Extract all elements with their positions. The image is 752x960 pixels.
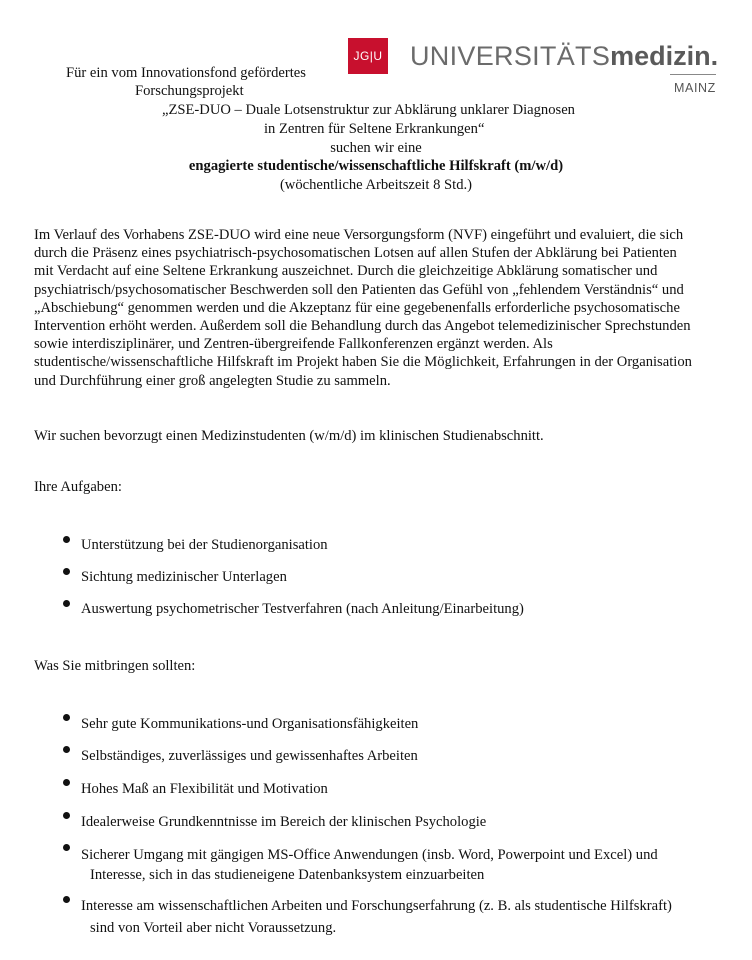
bullet-icon (63, 896, 70, 903)
bullet-icon (63, 812, 70, 819)
bullet-icon (63, 600, 70, 607)
bullet-icon (63, 844, 70, 851)
header-line-2: Forschungsprojekt (135, 83, 244, 99)
preference-text: Wir suchen bevorzugt einen Medizinstudenten (w/m/d) im klinischen Studienabschnitt. (34, 428, 544, 444)
requirements-heading: Was Sie mitbringen sollten: (34, 658, 196, 674)
header-line-1: Für ein vom Innovationsfond gefördertes (66, 65, 306, 81)
requirement-item-continuation: sind von Vorteil aber nicht Voraussetzung. (90, 920, 337, 936)
bullet-icon (63, 779, 70, 786)
jgu-badge: JG|U (348, 38, 388, 74)
project-title-line-1: „ZSE-DUO – Duale Lotsenstruktur zur Abklärung unklarer Diagnosen (162, 102, 575, 118)
requirement-item: Idealerweise Grundkenntnisse im Bereich der klinischen Psychologie (81, 814, 487, 830)
task-item: Auswertung psychometrischer Testverfahren (nach Anleitung/Einarbeitung) (81, 601, 524, 617)
header-line-5: suchen wir eine (330, 140, 422, 156)
requirement-item: Selbständiges, zuverlässiges und gewissenhaftes Arbeiten (81, 748, 418, 764)
requirement-item: Hohes Maß an Flexibilität und Motivation (81, 781, 328, 797)
logo-divider (670, 74, 716, 75)
intro-line: mit Verdacht auf eine Seltene Erkrankung auszeichnet. Durch die gleichzeitige Abklärung somatischer und (34, 263, 658, 280)
intro-line: durch die Präsenz eines psychiatrisch-psychosomatischen Lotsen auf allen Stufen der Abklärung bei Patienten (34, 245, 677, 262)
intro-line: sowie interdisziplinärer, und Zentren-übergreifende Fallkonferenzen ergänzt werden. Als (34, 336, 553, 353)
requirement-item: Sicherer Umgang mit gängigen MS-Office Anwendungen (insb. Word, Powerpoint und Excel) und (81, 847, 658, 863)
requirement-item-continuation: Interesse, sich in das studieneigene Datenbanksystem einzuarbeiten (90, 867, 485, 883)
position-title: engagierte studentische/wissenschaftliche Hilfskraft (m/w/d) (188, 158, 564, 174)
project-title-line-2: in Zentren für Seltene Erkrankungen“ (264, 121, 485, 137)
working-hours: (wöchentliche Arbeitszeit 8 Std.) (279, 177, 473, 193)
university-logo (348, 36, 720, 96)
bullet-icon (63, 714, 70, 721)
logo-name-bold: medizin. (610, 41, 719, 71)
bullet-icon (63, 746, 70, 753)
intro-paragraph (34, 226, 734, 390)
logo-name-light: UNIVERSITÄTS (410, 41, 611, 71)
intro-line: „Abschiebung“ genommen werden und die Akzeptanz für eine gegebenenfalls erforderliche psychosomatische (34, 299, 680, 316)
intro-line: psychiatrisch/psychosomatischer Beschwerden soll den Patienten das Gefühl von „fehlendem Verständnis“ und (34, 281, 684, 298)
task-item: Sichtung medizinischer Unterlagen (81, 569, 287, 585)
intro-line: Intervention erhöht werden. Außerdem soll die Behandlung durch das Angebot telemedizinischer Sprechstunden (34, 318, 691, 335)
logo-city: MAINZ (674, 81, 716, 95)
tasks-heading: Ihre Aufgaben: (34, 479, 122, 495)
requirement-item: Sehr gute Kommunikations-und Organisationsfähigkeiten (81, 716, 419, 732)
bullet-icon (63, 536, 70, 543)
task-item: Unterstützung bei der Studienorganisation (81, 537, 328, 553)
intro-line: studentische/wissenschaftliche Hilfskraft im Projekt haben Sie die Möglichkeit, Erfahrungen in der Organisation (34, 354, 692, 371)
intro-line: und Durchführung einer groß angelegten Studie zu sammeln. (34, 372, 391, 389)
logo-wordmark (410, 40, 718, 72)
intro-line: Im Verlauf des Vorhabens ZSE-DUO wird eine neue Versorgungsform (NVF) eingeführt und evaluiert, die sich (34, 227, 684, 243)
requirement-item: Interesse am wissenschaftlichen Arbeiten und Forschungserfahrung (z. B. als studentische Hilfskraft) (81, 898, 672, 914)
bullet-icon (63, 568, 70, 575)
